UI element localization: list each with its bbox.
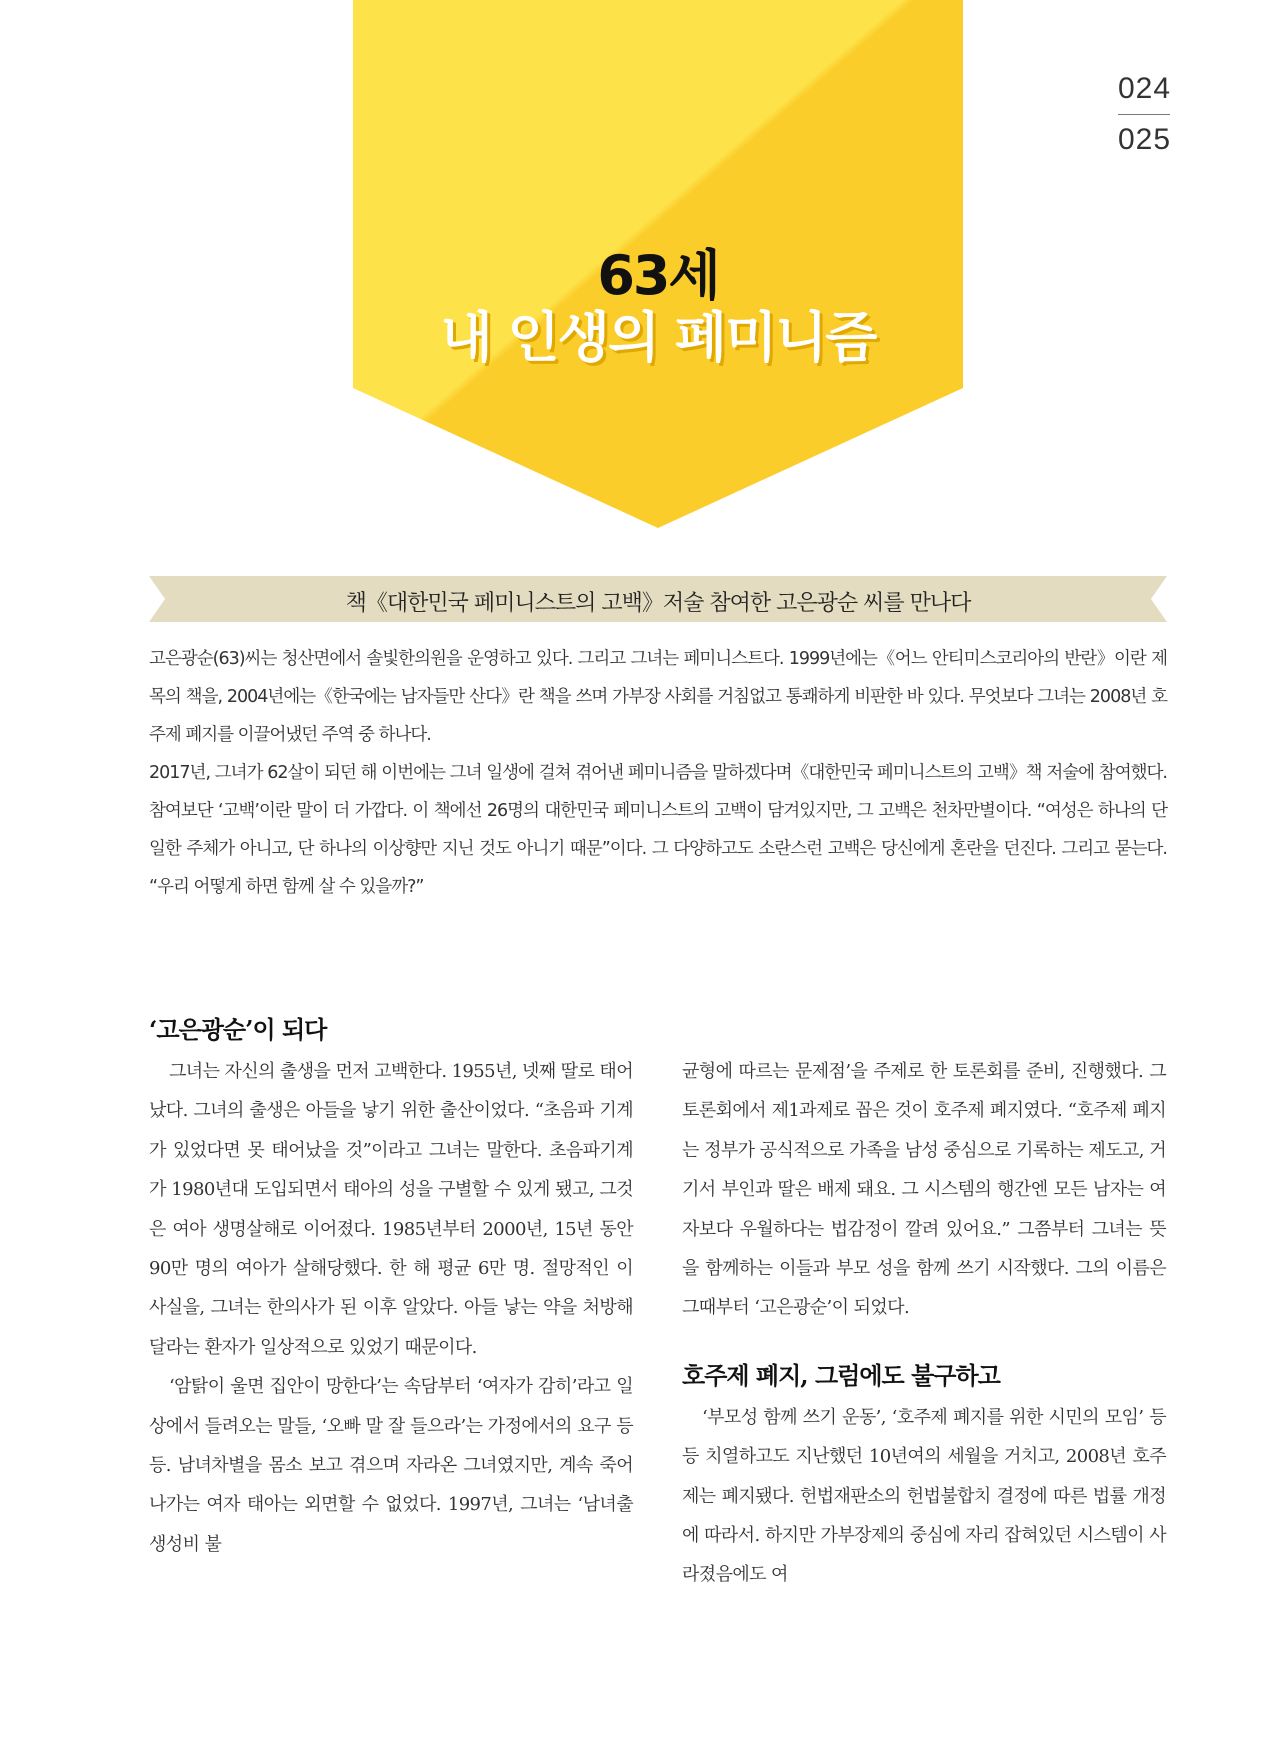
section-heading: 호주제 폐지, 그럼에도 불구하고 — [682, 1360, 1000, 1390]
body-paragraph: ‘부모성 함께 쓰기 운동’, ‘호주제 폐지를 위한 시민의 모임’ 등등 치열하고도 지난했던 10년여의 세월을 거치고, 2008년 호주제는 폐지됐다. 헌법재판소의 헌법불합치 결정에 따른 법률 개정에 따라서. 하지만 가부장제의 중심에 자리 잡혀있던 시스템이 사라졌음에도 여 — [682, 1406, 1166, 1586]
right-column — [682, 1052, 1166, 1595]
subtitle-banner — [149, 576, 1167, 622]
title-line-2: 내 인생의 페미니즘 — [440, 306, 876, 369]
page-number-divider — [1118, 114, 1170, 115]
intro-text — [149, 640, 1167, 906]
page-number-left: 024 — [1118, 72, 1172, 105]
title-line-1: 63세 — [597, 244, 719, 307]
left-column — [149, 1008, 633, 1564]
page-numbers — [1118, 72, 1170, 157]
section-heading: ‘고은광순’이 되다 — [149, 1015, 327, 1044]
body-paragraph: 그녀는 자신의 출생을 먼저 고백한다. 1955년, 넷째 딸로 태어났다. 그녀의 출생은 아들을 낳기 위한 출산이었다. “초음파 기계가 있었다면 못 태어났을 것”이라고 그녀는 말한다. 초음파기계가 1980년대 도입되면서 태아의 성을 구별할 수 있게 됐고, 그것은 여아 생명살해로 이어졌다. 1985년부터 2000년, 15년 동안 90만 명의 여아가 살해당했다. 한 해 평균 6만 명. 절망적인 이 사실을, 그녀는 한의사가 된 이후 알았다. 아들 낳는 약을 처방해달라는 환자가 일상적으로 있었기 때문이다. — [149, 1061, 633, 1358]
intro-paragraph: 2017년, 그녀가 62살이 되던 해 이번에는 그녀 일생에 걸쳐 겪어낸 페미니즘을 말하겠다며《대한민국 페미니스트의 고백》책 저술에 참여했다. 참여보단 ‘고백’이란 말이 더 가깝다. 이 책에선 26명의 대한민국 페미니스트의 고백이 담겨있지만, 그 고백은 천차만별이다. “여성은 하나의 단일한 주체가 아니고, 단 하나의 이상향만 지닌 것도 아니기 때문”이다. 그 다양하고도 소란스런 고백은 당신에게 혼란을 던진다. 그리고 묻는다. “우리 어떻게 하면 함께 살 수 있을까?” — [149, 763, 1167, 897]
intro-paragraph: 고은광순(63)씨는 청산면에서 솔빛한의원을 운영하고 있다. 그리고 그녀는 페미니스트다. 1999년에는《어느 안티미스코리아의 반란》이란 제목의 책을, 2004년에는《한국에는 남자들만 산다》란 책을 쓰며 가부장 사회를 거침없고 통쾌하게 비판한 바 있다. 무엇보다 그녀는 2008년 호주제 폐지를 이끌어냈던 주역 중 하나다. — [149, 649, 1167, 745]
page-title — [353, 245, 963, 369]
subtitle-text: 책《대한민국 페미니스트의 고백》저술 참여한 고은광순 씨를 만나다 — [345, 591, 971, 616]
page-number-right: 025 — [1118, 123, 1172, 156]
body-paragraph-continued: 균형에 따르는 문제점’을 주제로 한 토론회를 준비, 진행했다. 그 토론회에서 제1과제로 꼽은 것이 호주제 폐지였다. “호주제 폐지는 정부가 공식적으로 가족을 남성 중심으로 기록하는 제도고, 거기서 부인과 딸은 배제 돼요. 그 시스템의 행간엔 모든 남자는 여자보다 우월하다는 법감정이 깔려 있어요.” 그쯤부터 그녀는 뜻을 함께하는 이들과 부모 성을 함께 쓰기 시작했다. 그의 이름은 그때부터 ‘고은광순’이 되었다. — [682, 1061, 1166, 1319]
body-paragraph: ‘암탉이 울면 집안이 망한다’는 속담부터 ‘여자가 감히’라고 일상에서 들려오는 말들, ‘오빠 말 잘 들으라’는 가정에서의 요구 등등. 남녀차별을 몸소 보고 겪으며 자라온 그녀였지만, 계속 죽어 나가는 여자 태아는 외면할 수 없었다. 1997년, 그녀는 ‘남녀출생성비 불 — [149, 1376, 633, 1555]
